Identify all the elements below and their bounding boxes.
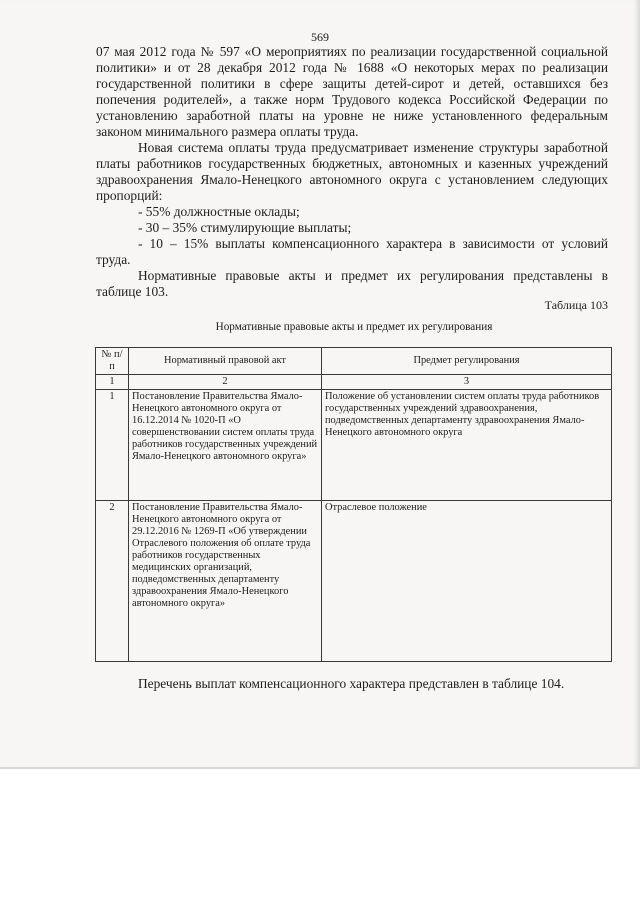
list-item: - 30 – 35% стимулирующие выплаты; <box>138 220 352 235</box>
row-subject: Отраслевое положение <box>322 501 612 662</box>
row-num: 2 <box>96 501 129 662</box>
table-number: Таблица 103 <box>544 298 608 312</box>
table-row <box>96 501 612 662</box>
list-item: - 10 – 15% выплаты компенсационного характера в зависимости от условий труда. <box>96 236 608 267</box>
header-subject: Предмет регулирования <box>322 348 612 375</box>
body-text-bottom <box>96 676 608 692</box>
paragraph-2: Новая система оплаты труда предусматривает изменение структуры заработной платы работников государственных бюджетных, автономных и казенных учреждений здравоохранения Ямало-Ненецкого автономного округа с установлением следующих пропорций: <box>96 140 608 203</box>
col-number: 2 <box>129 375 322 390</box>
body-text <box>96 44 608 300</box>
header-act: Нормативный правовой акт <box>129 348 322 375</box>
header-num: № п/п <box>96 348 129 375</box>
paragraph-1: 07 мая 2012 года № 597 «О мероприятиях по реализации государственной социальной политики» и от 28 декабря 2012 года № 1688 «О некоторых мерах по реализации государственной политики в сфере защиты детей-сирот и детей, оставшихся без попечения родителей», а также норм Трудового кодекса Российской Федерации по установлению заработной платы на уровне не ниже установленного федеральным законом минимального размера оплаты труда. <box>96 44 608 139</box>
paragraph-3: Нормативные правовые акты и предмет их регулирования представлены в таблице 103. <box>96 268 608 299</box>
row-subject: Положение об установлении систем оплаты труда работников государственных учреждений здравоохранения, подведомственных департаменту здравоохранения Ямало-Ненецкого автономного округа <box>322 390 612 501</box>
table-title: Нормативные правовые акты и предмет их регулирования <box>215 321 493 333</box>
col-number: 3 <box>322 375 612 390</box>
table-header-row <box>96 348 612 375</box>
regulation-table <box>95 347 612 662</box>
page-number: 569 <box>311 30 329 44</box>
table-row <box>96 390 612 501</box>
paragraph-4: Перечень выплат компенсационного характера представлен в таблице 104. <box>138 676 565 691</box>
col-number: 1 <box>96 375 129 390</box>
list-item: - 55% должностные оклады; <box>138 204 300 219</box>
column-number-row <box>96 375 612 390</box>
row-act: Постановление Правительства Ямало-Ненецкого автономного округа от 29.12.2016 № 1269-П «Об утверждении Отраслевого положения об оплате труда работников государственных медицинских организаций, подведомственных департаменту здравоохранения Ямало-Ненецкого автономного округа» <box>129 501 322 662</box>
row-num: 1 <box>96 390 129 501</box>
row-act: Постановление Правительства Ямало-Ненецкого автономного округа от 16.12.2014 № 1020-П «О совершенствовании систем оплаты труда работников государственных учреждений Ямало-Ненецкого автономного округа» <box>129 390 322 501</box>
